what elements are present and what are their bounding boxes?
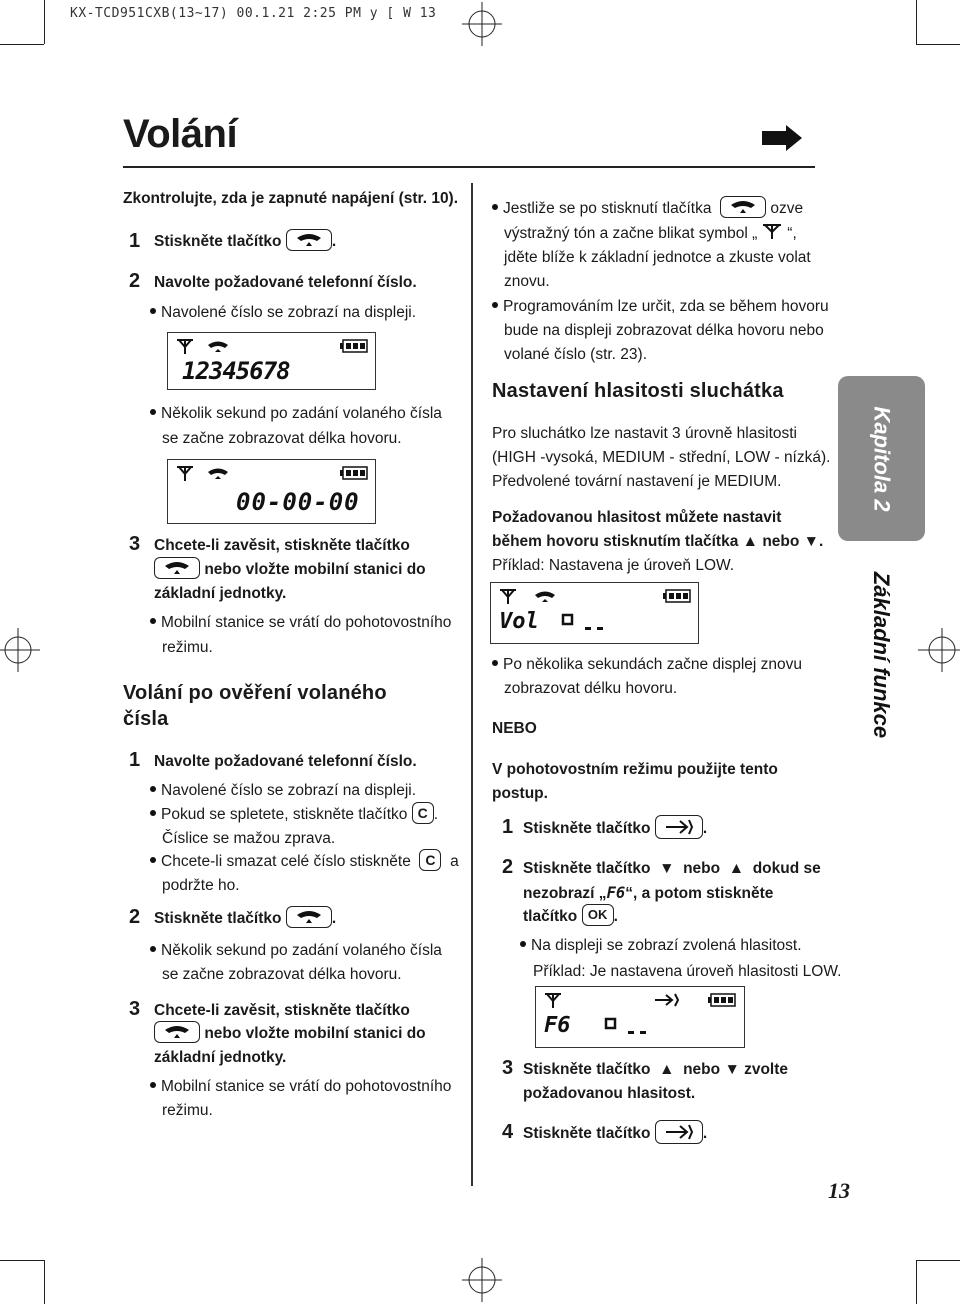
step-number: 1: [502, 816, 514, 838]
bullet-item: Pokud se spletete, stiskněte tlačítko C .: [150, 803, 438, 827]
column-separator: [471, 183, 473, 1186]
step-label: tlačítko: [523, 908, 578, 925]
talk-icon: [533, 589, 557, 603]
bullet-text-cont: [504, 222, 797, 246]
bullet-item: [492, 653, 802, 677]
section-heading: čísla: [123, 708, 169, 730]
intercom-icon: [652, 991, 682, 1009]
up-arrow-icon: ▲: [742, 533, 758, 550]
or-label: NEBO: [492, 720, 537, 737]
bullet-text: Pokud se spletete, stiskněte tlačítko: [161, 806, 408, 823]
lcd-display: [535, 986, 745, 1048]
down-arrow-icon: ▼: [659, 860, 675, 877]
bullet-item: [150, 301, 416, 325]
down-arrow-icon: ▼: [803, 533, 819, 550]
down-arrow-icon: ▼: [724, 1061, 740, 1078]
paragraph-line: během hovoru stisknutím tlačítka ▲ nebo ▼.: [492, 533, 824, 550]
crop-mark: [916, 1260, 960, 1261]
step-number: 2: [502, 856, 514, 878]
step-number: 4: [502, 1121, 514, 1143]
bullet-text: Navolené číslo se zobrazí na displeji.: [161, 304, 417, 321]
step-number: 2: [129, 906, 141, 928]
step-label: Stiskněte tlačítko: [154, 233, 282, 250]
step-text: Chcete-li zavěsit, stiskněte tlačítko: [154, 537, 410, 554]
bullet-item: [150, 402, 442, 426]
section-heading: Volání po ověření volaného: [123, 682, 387, 704]
bold-text: během hovoru stisknutím tlačítka: [492, 533, 739, 550]
crop-mark: [0, 44, 44, 45]
bullet-text: “,: [787, 225, 797, 242]
bullet-text-cont: režimu.: [162, 1102, 213, 1119]
example-line: Příklad: Nastavena je úroveň LOW.: [492, 557, 735, 574]
bullet-item: [492, 295, 829, 319]
up-arrow-icon: ▲: [728, 860, 745, 877]
bullet-text: Několik sekund po zadání volaného čísla: [161, 942, 442, 959]
step-label: dokud se: [752, 860, 821, 877]
bullet-text: Mobilní stanice se vrátí do pohotovostního: [161, 614, 452, 631]
step-label: Stiskněte tlačítko: [523, 1061, 651, 1078]
intercom-key-icon: [655, 1120, 703, 1144]
talk-icon: [206, 466, 230, 480]
step-text: Stiskněte tlačítko .: [523, 1122, 707, 1146]
antenna-icon: [176, 339, 194, 355]
step-label: nebo vložte mobilní stanici do: [204, 1025, 426, 1042]
bullet-item: [520, 934, 802, 958]
paragraph-line: postup.: [492, 785, 548, 802]
step-text: Stiskněte tlačítko .: [154, 230, 336, 254]
lcd-digits: 12345678: [182, 357, 290, 385]
talk-key-icon: [286, 229, 332, 251]
chapter-tab-label: [838, 376, 925, 541]
battery-icon: [340, 466, 368, 480]
step-text: Navolte požadované telefonní číslo.: [154, 753, 417, 770]
bold-text: nebo: [762, 533, 800, 550]
antenna-icon: [499, 589, 517, 605]
step-text: Navolte požadované telefonní číslo.: [154, 274, 417, 291]
step-label: Stiskněte tlačítko: [523, 820, 651, 838]
antenna-icon: [544, 993, 562, 1009]
registration-mark-left: [0, 628, 40, 672]
paragraph-line: Požadovanou hlasitost můžete nastavit: [492, 509, 782, 526]
bullet-item: [150, 611, 451, 635]
volume-level-icon: [604, 1017, 654, 1037]
step-label: nebo: [683, 1061, 721, 1078]
page-number: 13: [828, 1178, 850, 1203]
step-label: Stiskněte tlačítko: [154, 910, 282, 927]
step-text: Stiskněte tlačítko .: [154, 907, 336, 931]
up-arrow-icon: ▲: [659, 1061, 675, 1078]
battery-icon: [340, 339, 368, 353]
bullet-text: Chcete-li smazat celé číslo stiskněte: [161, 853, 411, 870]
step-text: tlačítko OK .: [523, 905, 618, 929]
step-text: požadovanou hlasitost.: [523, 1085, 696, 1102]
crop-mark: [0, 1260, 44, 1261]
step-text: [154, 558, 426, 582]
step-text: Stiskněte tlačítko .: [523, 817, 707, 841]
bullet-text-cont: volané číslo (str. 23).: [504, 346, 648, 363]
registration-mark-bottom: [462, 1258, 502, 1302]
crop-mark: [44, 0, 45, 44]
lcd-function-code: F6: [544, 1013, 571, 1038]
talk-key-icon: [154, 557, 200, 579]
clear-key-icon: C: [419, 849, 441, 871]
paragraph-line: Předvolené tovární nastavení je MEDIUM.: [492, 473, 782, 490]
chapter-label: Kapitola 2: [869, 405, 895, 512]
section-side-label: [838, 560, 925, 750]
bullet-text: Jestliže se po stisknutí tlačítka: [503, 200, 712, 217]
bullet-item: [150, 779, 416, 803]
antenna-icon: [761, 224, 783, 240]
step-number: 3: [129, 998, 141, 1020]
step-label: zvolte: [744, 1061, 789, 1078]
page-title: Volání: [123, 112, 238, 156]
bullet-text: výstražný tón a začne blikat symbol „: [504, 225, 758, 242]
step-label: Stiskněte tlačítko: [523, 1125, 651, 1143]
battery-icon: [663, 589, 691, 603]
step-number: 3: [129, 533, 141, 555]
intercom-key-icon: [655, 815, 703, 839]
lcd-timer: 00-00-00: [236, 488, 360, 516]
title-rule: [123, 166, 815, 168]
bullet-text: Mobilní stanice se vrátí do pohotovostního: [161, 1078, 452, 1095]
talk-icon: [206, 339, 230, 353]
step-label: nezobrazí „: [523, 885, 607, 902]
bullet-text-cont: jděte blíže k základní jednotce a zkuste volat: [504, 249, 811, 266]
print-header: KX-TCD951CXB(13~17) 00.1.21 2:25 PM y [ W 13: [70, 6, 437, 21]
bullet-text-cont: bude na displeji zobrazovat délka hovoru nebo: [504, 322, 824, 339]
lcd-code-text: F6: [606, 884, 626, 902]
bullet-text: a: [450, 853, 459, 870]
lcd-volume-label: Vol: [499, 609, 539, 634]
continue-arrow-icon: [762, 125, 802, 151]
step-text: Chcete-li zavěsit, stiskněte tlačítko: [154, 1002, 410, 1019]
volume-level-icon: [561, 613, 611, 633]
step-text: [523, 857, 821, 881]
bullet-item: [150, 939, 442, 963]
crop-mark: [916, 1260, 917, 1304]
bullet-text: ozve: [770, 200, 804, 217]
registration-mark-top: [462, 2, 502, 46]
lcd-display: [167, 332, 376, 390]
clear-key-icon: C: [412, 802, 434, 824]
bullet-item: [150, 1075, 451, 1099]
step-label: “, a potom stiskněte: [625, 885, 774, 902]
step-text: základní jednotky.: [154, 1049, 287, 1066]
intro-text: Zkontrolujte, zda je zapnuté napájení (str. 10).: [123, 190, 459, 207]
bullet-item: [492, 197, 803, 221]
antenna-icon: [176, 466, 194, 482]
step-label: Stiskněte tlačítko: [523, 860, 651, 877]
talk-key-icon: [720, 196, 766, 218]
step-label: nebo vložte mobilní stanici do: [204, 561, 426, 578]
bullet-text-cont: znovu.: [504, 273, 550, 290]
step-number: 2: [129, 270, 141, 292]
paragraph-line: (HIGH -vysoká, MEDIUM - střední, LOW - nízká).: [492, 449, 831, 466]
lcd-display: [167, 459, 376, 524]
battery-icon: [708, 993, 736, 1007]
ok-key-icon: OK: [582, 904, 614, 926]
step-text: [523, 1058, 788, 1082]
section-label: Základní funkce: [869, 571, 895, 739]
step-text: [154, 1022, 426, 1046]
bullet-text-cont: se začne zobrazovat délka hovoru.: [162, 430, 402, 447]
crop-mark: [916, 44, 960, 45]
example-line: Příklad: Je nastavena úroveň hlasitosti LOW.: [533, 963, 842, 980]
bullet-text: Navolené číslo se zobrazí na displeji.: [161, 782, 417, 799]
crop-mark: [916, 0, 917, 44]
paragraph-line: Pro sluchátko lze nastavit 3 úrovně hlasitosti: [492, 425, 797, 442]
bullet-text-cont: zobrazovat délku hovoru.: [504, 680, 678, 697]
bullet-text: Po několika sekundách začne displej znovu: [503, 656, 802, 673]
bullet-text-cont: podržte ho.: [162, 877, 240, 894]
bullet-text: Programováním lze určit, zda se během hovoru: [503, 298, 829, 315]
bullet-item: [150, 850, 459, 874]
bullet-text-cont: režimu.: [162, 639, 213, 656]
bullet-text-cont: Číslice se mažou zprava.: [162, 830, 336, 847]
step-label: nebo: [683, 860, 721, 877]
bullet-text: Na displeji se zobrazí zvolená hlasitost.: [531, 937, 802, 954]
paragraph-line: V pohotovostním režimu použijte tento: [492, 761, 778, 778]
step-number: 3: [502, 1057, 514, 1079]
talk-key-icon: [154, 1021, 200, 1043]
bullet-text-cont: se začne zobrazovat délka hovoru.: [162, 966, 402, 983]
bullet-text: Několik sekund po zadání volaného čísla: [161, 405, 442, 422]
step-number: 1: [129, 230, 141, 252]
step-number: 1: [129, 749, 141, 771]
step-text: základní jednotky.: [154, 585, 287, 602]
lcd-display: [490, 582, 699, 644]
crop-mark: [44, 1260, 45, 1304]
step-text: [523, 881, 773, 906]
talk-key-icon: [286, 906, 332, 928]
section-heading: Nastavení hlasitosti sluchátka: [492, 380, 784, 402]
